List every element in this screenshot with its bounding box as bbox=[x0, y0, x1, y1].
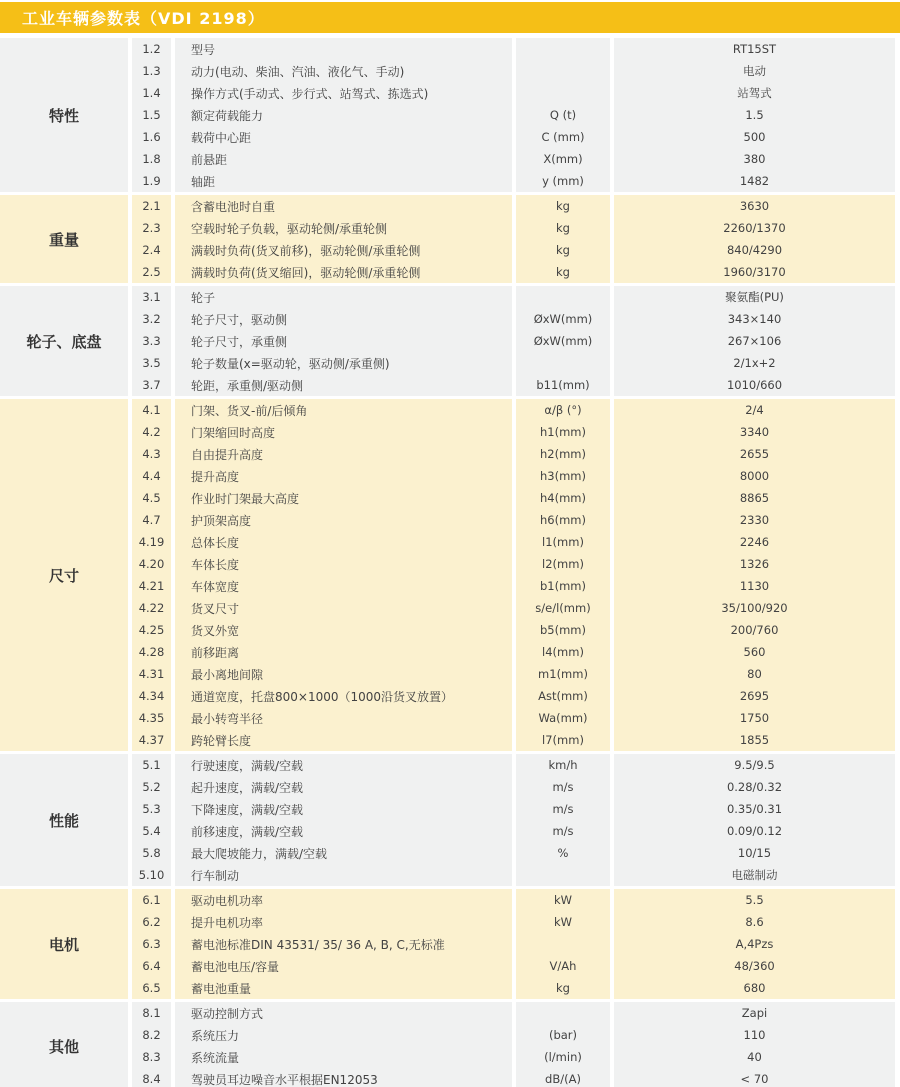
row-number: 3.7 bbox=[132, 374, 171, 396]
row-number: 1.3 bbox=[132, 60, 171, 82]
row-unit: l4(mm) bbox=[516, 641, 610, 663]
row-description: 满载时负荷(货叉缩回)，驱动轮侧/承重轮侧 bbox=[175, 261, 512, 283]
row-number: 4.35 bbox=[132, 707, 171, 729]
table-row bbox=[132, 842, 895, 864]
row-value: 680 bbox=[614, 977, 895, 999]
table-row bbox=[132, 864, 895, 886]
row-unit bbox=[516, 864, 610, 886]
row-description: 自由提升高度 bbox=[175, 443, 512, 465]
row-description: 货叉外宽 bbox=[175, 619, 512, 641]
row-number: 2.3 bbox=[132, 217, 171, 239]
row-value: 40 bbox=[614, 1046, 895, 1068]
table-row bbox=[132, 820, 895, 842]
table-row bbox=[132, 443, 895, 465]
row-value: 110 bbox=[614, 1024, 895, 1046]
row-value: < 70 bbox=[614, 1068, 895, 1087]
row-number: 4.2 bbox=[132, 421, 171, 443]
row-value: 5.5 bbox=[614, 889, 895, 911]
row-unit: h4(mm) bbox=[516, 487, 610, 509]
row-description: 额定荷载能力 bbox=[175, 104, 512, 126]
row-description: 车体宽度 bbox=[175, 575, 512, 597]
table-row bbox=[132, 261, 895, 283]
row-value: 2/1x+2 bbox=[614, 352, 895, 374]
section-category bbox=[0, 889, 128, 999]
row-description: 轴距 bbox=[175, 170, 512, 192]
table-row bbox=[132, 776, 895, 798]
table-row bbox=[132, 798, 895, 820]
table-row bbox=[132, 955, 895, 977]
row-value: 8865 bbox=[614, 487, 895, 509]
table-row bbox=[132, 352, 895, 374]
section-category-label: 重量 bbox=[48, 230, 79, 249]
table-row bbox=[132, 889, 895, 911]
row-description: 载荷中心距 bbox=[175, 126, 512, 148]
row-description: 系统压力 bbox=[175, 1024, 512, 1046]
row-unit: l1(mm) bbox=[516, 531, 610, 553]
row-unit: l2(mm) bbox=[516, 553, 610, 575]
row-number: 2.1 bbox=[132, 195, 171, 217]
row-description: 轮子数量(x=驱动轮，驱动侧/承重侧) bbox=[175, 352, 512, 374]
row-number: 3.1 bbox=[132, 286, 171, 308]
table-row bbox=[132, 104, 895, 126]
section-category-label: 尺寸 bbox=[48, 566, 79, 585]
row-number: 4.19 bbox=[132, 531, 171, 553]
row-description: 前悬距 bbox=[175, 148, 512, 170]
row-unit: (bar) bbox=[516, 1024, 610, 1046]
row-unit: % bbox=[516, 842, 610, 864]
table-row bbox=[132, 619, 895, 641]
row-unit: h1(mm) bbox=[516, 421, 610, 443]
row-number: 4.20 bbox=[132, 553, 171, 575]
row-number: 1.8 bbox=[132, 148, 171, 170]
table-row bbox=[132, 977, 895, 999]
section-category-label: 其他 bbox=[48, 1037, 79, 1056]
row-description: 门架、货叉-前/后倾角 bbox=[175, 399, 512, 421]
row-number: 4.31 bbox=[132, 663, 171, 685]
table-row bbox=[132, 754, 895, 776]
row-unit: m/s bbox=[516, 798, 610, 820]
table-row bbox=[132, 597, 895, 619]
table-section bbox=[0, 195, 895, 283]
row-value: 0.09/0.12 bbox=[614, 820, 895, 842]
row-unit: kW bbox=[516, 911, 610, 933]
section-category bbox=[0, 195, 128, 283]
section-category bbox=[0, 38, 128, 192]
section-rows bbox=[132, 754, 895, 886]
row-value: 站驾式 bbox=[614, 82, 895, 104]
row-unit: α/β (°) bbox=[516, 399, 610, 421]
row-unit: h3(mm) bbox=[516, 465, 610, 487]
row-value: 1326 bbox=[614, 553, 895, 575]
title-bar bbox=[0, 2, 900, 33]
row-unit: kW bbox=[516, 889, 610, 911]
row-number: 4.22 bbox=[132, 597, 171, 619]
table-row bbox=[132, 707, 895, 729]
row-number: 4.3 bbox=[132, 443, 171, 465]
row-number: 3.2 bbox=[132, 308, 171, 330]
row-value: A,4Pzs bbox=[614, 933, 895, 955]
table-section bbox=[0, 399, 895, 751]
table-row bbox=[132, 38, 895, 60]
row-number: 5.2 bbox=[132, 776, 171, 798]
section-category-label: 电机 bbox=[48, 935, 79, 954]
row-number: 8.4 bbox=[132, 1068, 171, 1087]
row-value: 1750 bbox=[614, 707, 895, 729]
row-value: 2655 bbox=[614, 443, 895, 465]
row-description: 驱动控制方式 bbox=[175, 1002, 512, 1024]
row-unit: b11(mm) bbox=[516, 374, 610, 396]
row-number: 1.9 bbox=[132, 170, 171, 192]
row-number: 4.4 bbox=[132, 465, 171, 487]
section-category-label: 轮子、底盘 bbox=[26, 332, 102, 351]
row-description: 轮子 bbox=[175, 286, 512, 308]
row-unit: h2(mm) bbox=[516, 443, 610, 465]
row-description: 行驶速度，满载/空载 bbox=[175, 754, 512, 776]
row-number: 4.5 bbox=[132, 487, 171, 509]
row-number: 3.3 bbox=[132, 330, 171, 352]
row-number: 2.5 bbox=[132, 261, 171, 283]
row-value: 380 bbox=[614, 148, 895, 170]
table-row bbox=[132, 421, 895, 443]
section-rows bbox=[132, 1002, 895, 1087]
row-description: 起升速度，满载/空载 bbox=[175, 776, 512, 798]
row-unit: kg bbox=[516, 195, 610, 217]
table-row bbox=[132, 308, 895, 330]
row-number: 8.3 bbox=[132, 1046, 171, 1068]
row-description: 蓄电池标准DIN 43531/ 35/ 36 A, B, C,无标准 bbox=[175, 933, 512, 955]
row-value: 电动 bbox=[614, 60, 895, 82]
row-unit: kg bbox=[516, 977, 610, 999]
row-number: 4.1 bbox=[132, 399, 171, 421]
section-rows bbox=[132, 889, 895, 999]
row-description: 驾驶员耳边噪音水平根据EN12053 bbox=[175, 1068, 512, 1087]
row-value: 9.5/9.5 bbox=[614, 754, 895, 776]
row-description: 前移速度，满载/空载 bbox=[175, 820, 512, 842]
section-category-label: 性能 bbox=[48, 811, 79, 830]
page-title: 工业车辆参数表（VDI 2198） bbox=[22, 9, 265, 28]
row-number: 5.3 bbox=[132, 798, 171, 820]
row-unit bbox=[516, 60, 610, 82]
row-description: 含蓄电池时自重 bbox=[175, 195, 512, 217]
row-description: 车体长度 bbox=[175, 553, 512, 575]
row-value: 10/15 bbox=[614, 842, 895, 864]
row-value: 2260/1370 bbox=[614, 217, 895, 239]
row-unit: kg bbox=[516, 239, 610, 261]
row-unit: dB/(A) bbox=[516, 1068, 610, 1087]
table-row bbox=[132, 126, 895, 148]
row-description: 行车制动 bbox=[175, 864, 512, 886]
table-row bbox=[132, 148, 895, 170]
row-number: 6.1 bbox=[132, 889, 171, 911]
row-number: 5.1 bbox=[132, 754, 171, 776]
row-value: 80 bbox=[614, 663, 895, 685]
table-row bbox=[132, 685, 895, 707]
table-section bbox=[0, 754, 895, 886]
spec-table bbox=[0, 38, 895, 1087]
row-number: 1.5 bbox=[132, 104, 171, 126]
row-description: 驱动电机功率 bbox=[175, 889, 512, 911]
table-row bbox=[132, 330, 895, 352]
row-number: 4.28 bbox=[132, 641, 171, 663]
table-section bbox=[0, 38, 895, 192]
row-number: 1.4 bbox=[132, 82, 171, 104]
table-row bbox=[132, 286, 895, 308]
row-value: 2330 bbox=[614, 509, 895, 531]
row-description: 通道宽度，托盘800×1000（1000沿货叉放置） bbox=[175, 685, 512, 707]
row-description: 门架缩回时高度 bbox=[175, 421, 512, 443]
row-value: 35/100/920 bbox=[614, 597, 895, 619]
row-value: 3340 bbox=[614, 421, 895, 443]
row-number: 4.34 bbox=[132, 685, 171, 707]
row-number: 1.6 bbox=[132, 126, 171, 148]
row-unit bbox=[516, 82, 610, 104]
row-description: 最大爬坡能力，满载/空载 bbox=[175, 842, 512, 864]
row-value: 2/4 bbox=[614, 399, 895, 421]
section-category bbox=[0, 286, 128, 396]
row-unit: X(mm) bbox=[516, 148, 610, 170]
row-description: 空载时轮子负载，驱动轮侧/承重轮侧 bbox=[175, 217, 512, 239]
row-number: 3.5 bbox=[132, 352, 171, 374]
table-section bbox=[0, 1002, 895, 1087]
row-description: 操作方式(手动式、步行式、站驾式、拣选式) bbox=[175, 82, 512, 104]
row-unit: y (mm) bbox=[516, 170, 610, 192]
row-unit: m/s bbox=[516, 776, 610, 798]
table-row bbox=[132, 399, 895, 421]
row-value: 1130 bbox=[614, 575, 895, 597]
row-number: 1.2 bbox=[132, 38, 171, 60]
row-unit: l7(mm) bbox=[516, 729, 610, 751]
section-category bbox=[0, 1002, 128, 1087]
row-value: 2695 bbox=[614, 685, 895, 707]
row-unit: ØxW(mm) bbox=[516, 330, 610, 352]
row-value: 1010/660 bbox=[614, 374, 895, 396]
row-description: 轮距，承重侧/驱动侧 bbox=[175, 374, 512, 396]
row-number: 4.21 bbox=[132, 575, 171, 597]
table-row bbox=[132, 575, 895, 597]
row-value: 1482 bbox=[614, 170, 895, 192]
section-rows bbox=[132, 399, 895, 751]
row-unit: m1(mm) bbox=[516, 663, 610, 685]
row-description: 最小离地间隙 bbox=[175, 663, 512, 685]
row-description: 下降速度，满载/空载 bbox=[175, 798, 512, 820]
row-description: 提升电机功率 bbox=[175, 911, 512, 933]
row-number: 4.25 bbox=[132, 619, 171, 641]
row-number: 6.2 bbox=[132, 911, 171, 933]
table-row bbox=[132, 531, 895, 553]
row-unit: kg bbox=[516, 261, 610, 283]
row-value: 电磁制动 bbox=[614, 864, 895, 886]
row-value: 2246 bbox=[614, 531, 895, 553]
table-section bbox=[0, 286, 895, 396]
table-row bbox=[132, 729, 895, 751]
row-value: 840/4290 bbox=[614, 239, 895, 261]
table-row bbox=[132, 195, 895, 217]
row-value: 3630 bbox=[614, 195, 895, 217]
row-description: 作业时门架最大高度 bbox=[175, 487, 512, 509]
section-category bbox=[0, 399, 128, 751]
row-unit: m/s bbox=[516, 820, 610, 842]
table-row bbox=[132, 641, 895, 663]
row-number: 5.10 bbox=[132, 864, 171, 886]
table-row bbox=[132, 374, 895, 396]
row-unit bbox=[516, 352, 610, 374]
row-description: 货叉尺寸 bbox=[175, 597, 512, 619]
row-description: 蓄电池电压/容量 bbox=[175, 955, 512, 977]
section-rows bbox=[132, 195, 895, 283]
row-description: 轮子尺寸，承重侧 bbox=[175, 330, 512, 352]
row-description: 最小转弯半径 bbox=[175, 707, 512, 729]
row-unit: s/e/l(mm) bbox=[516, 597, 610, 619]
row-value: 343×140 bbox=[614, 308, 895, 330]
row-unit: V/Ah bbox=[516, 955, 610, 977]
row-number: 4.7 bbox=[132, 509, 171, 531]
row-description: 总体长度 bbox=[175, 531, 512, 553]
table-row bbox=[132, 911, 895, 933]
row-unit: C (mm) bbox=[516, 126, 610, 148]
row-value: 1.5 bbox=[614, 104, 895, 126]
table-row bbox=[132, 663, 895, 685]
row-unit bbox=[516, 286, 610, 308]
row-value: 1960/3170 bbox=[614, 261, 895, 283]
row-unit: Wa(mm) bbox=[516, 707, 610, 729]
table-row bbox=[132, 60, 895, 82]
row-number: 4.37 bbox=[132, 729, 171, 751]
section-category-label: 特性 bbox=[48, 106, 79, 125]
row-unit: (l/min) bbox=[516, 1046, 610, 1068]
row-description: 满载时负荷(货叉前移)，驱动轮侧/承重轮侧 bbox=[175, 239, 512, 261]
row-value: 1855 bbox=[614, 729, 895, 751]
row-number: 2.4 bbox=[132, 239, 171, 261]
row-value: RT15ST bbox=[614, 38, 895, 60]
row-value: Zapi bbox=[614, 1002, 895, 1024]
row-number: 6.4 bbox=[132, 955, 171, 977]
row-unit bbox=[516, 1002, 610, 1024]
row-value: 500 bbox=[614, 126, 895, 148]
row-unit: b5(mm) bbox=[516, 619, 610, 641]
table-row bbox=[132, 170, 895, 192]
row-description: 跨轮臂长度 bbox=[175, 729, 512, 751]
table-row bbox=[132, 1024, 895, 1046]
section-rows bbox=[132, 286, 895, 396]
row-unit: b1(mm) bbox=[516, 575, 610, 597]
row-description: 轮子尺寸，驱动侧 bbox=[175, 308, 512, 330]
row-description: 型号 bbox=[175, 38, 512, 60]
row-description: 护顶架高度 bbox=[175, 509, 512, 531]
row-unit: kg bbox=[516, 217, 610, 239]
row-number: 5.8 bbox=[132, 842, 171, 864]
row-number: 8.1 bbox=[132, 1002, 171, 1024]
row-value: 聚氨酯(PU) bbox=[614, 286, 895, 308]
table-row bbox=[132, 509, 895, 531]
section-rows bbox=[132, 38, 895, 192]
table-row bbox=[132, 239, 895, 261]
row-value: 0.35/0.31 bbox=[614, 798, 895, 820]
section-category bbox=[0, 754, 128, 886]
row-value: 560 bbox=[614, 641, 895, 663]
row-number: 6.3 bbox=[132, 933, 171, 955]
row-description: 系统流量 bbox=[175, 1046, 512, 1068]
row-unit: ØxW(mm) bbox=[516, 308, 610, 330]
row-value: 48/360 bbox=[614, 955, 895, 977]
table-row bbox=[132, 553, 895, 575]
table-row bbox=[132, 1002, 895, 1024]
row-number: 5.4 bbox=[132, 820, 171, 842]
row-unit bbox=[516, 933, 610, 955]
table-row bbox=[132, 82, 895, 104]
row-value: 0.28/0.32 bbox=[614, 776, 895, 798]
table-section bbox=[0, 889, 895, 999]
row-unit: Q (t) bbox=[516, 104, 610, 126]
row-unit: h6(mm) bbox=[516, 509, 610, 531]
row-number: 8.2 bbox=[132, 1024, 171, 1046]
row-description: 动力(电动、柴油、汽油、液化气、手动) bbox=[175, 60, 512, 82]
table-row bbox=[132, 487, 895, 509]
row-value: 8000 bbox=[614, 465, 895, 487]
row-unit: km/h bbox=[516, 754, 610, 776]
table-row bbox=[132, 1046, 895, 1068]
row-value: 200/760 bbox=[614, 619, 895, 641]
table-row bbox=[132, 217, 895, 239]
row-description: 提升高度 bbox=[175, 465, 512, 487]
row-number: 6.5 bbox=[132, 977, 171, 999]
table-row bbox=[132, 933, 895, 955]
table-row bbox=[132, 1068, 895, 1087]
row-unit bbox=[516, 38, 610, 60]
row-description: 前移距离 bbox=[175, 641, 512, 663]
row-description: 蓄电池重量 bbox=[175, 977, 512, 999]
row-value: 8.6 bbox=[614, 911, 895, 933]
row-value: 267×106 bbox=[614, 330, 895, 352]
row-unit: Ast(mm) bbox=[516, 685, 610, 707]
table-row bbox=[132, 465, 895, 487]
